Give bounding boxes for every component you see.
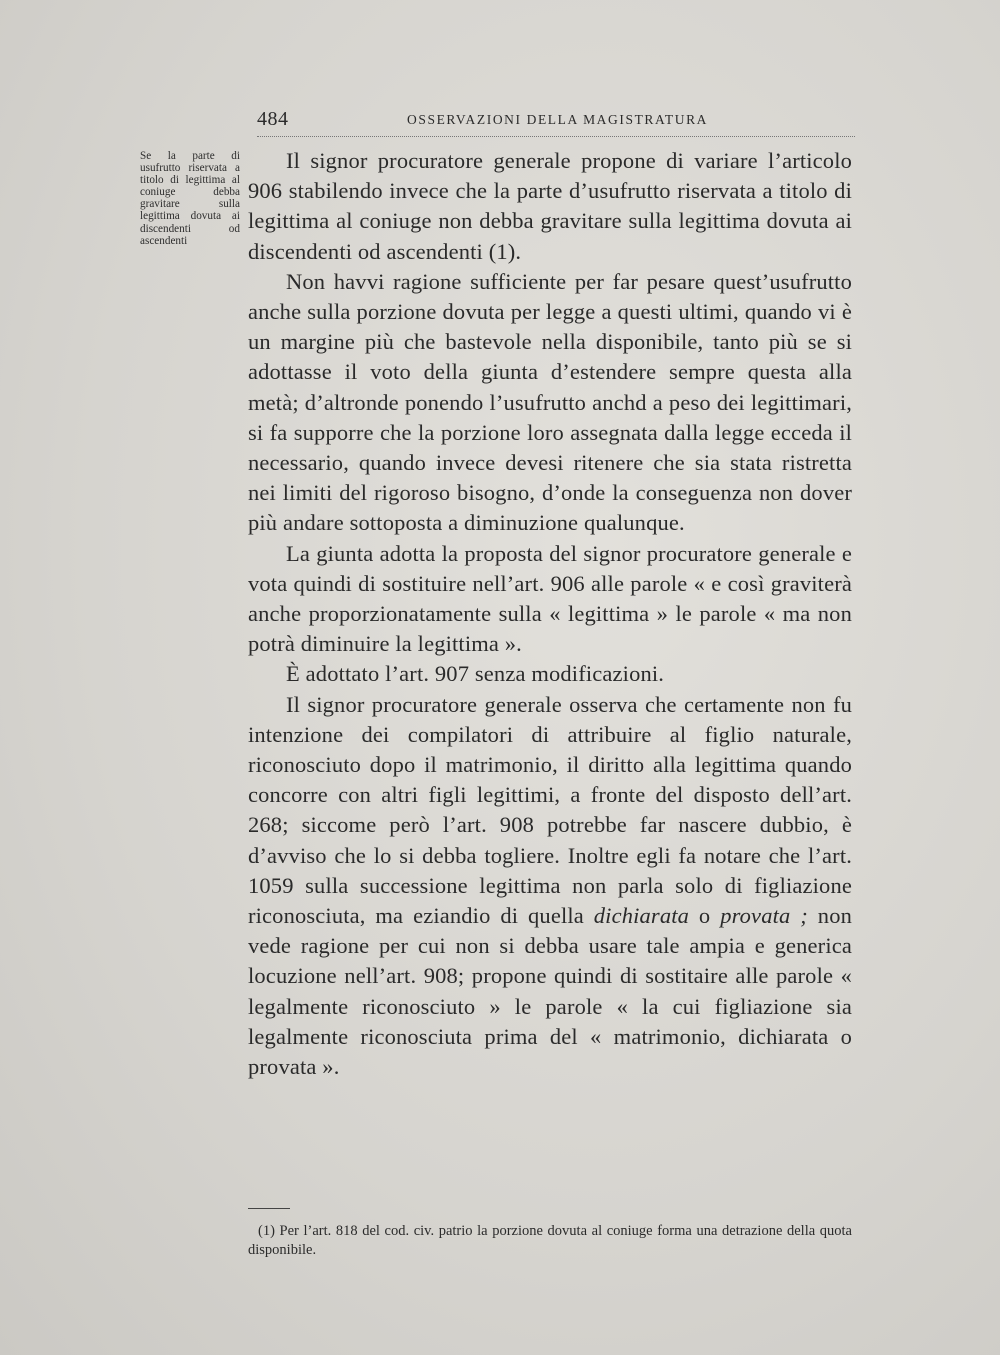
- paragraph-4: È adottato l’art. 907 senza modificazioni.: [286, 661, 665, 687]
- italic-provata: provata ;: [720, 903, 808, 929]
- paragraph-5: [248, 690, 852, 1083]
- footnote: (1) Per l’art. 818 del cod. civ. patrio la porzione dovuta al coniuge forma una detrazione della quota disponibile.: [248, 1223, 852, 1258]
- page-header: [257, 108, 855, 137]
- paragraph-3: La giunta adotta la proposta del signor procuratore generale e vota quindi di sostituire nell’art. 906 alle parole « e così graviterà anche proporzionatamente sulla « legittima » le parole « ma non potrà diminuire la legittima ».: [248, 540, 852, 657]
- footnote-divider: [248, 1208, 290, 1209]
- paragraph-5-text-b: o: [698, 903, 711, 929]
- page-number: 484: [257, 108, 289, 130]
- paragraph-2: Non havvi ragione sufficiente per far pesare quest’usufrutto anche sulla porzione dovuta per legge a questi ultimi, quando vi è un margine più che bastevole nella disponibile, tanto più se si adottasse il voto della giunta d’estendere sempre questa alla metà; d’altronde ponendo l’usufrutto anchd a peso dei legittimari, si fa supporre che la porzione loro assegnata dalla legge ecceda il necessario, quando invece devesi ritenere che sia stata ristretta nei limiti del rigoroso bisogno, d’onde la conseguenza non dover più andare sottoposta a diminuzione qualunque.: [248, 268, 852, 536]
- paragraph-5-text-a: Il signor procuratore generale osserva che certamente non fu intenzione dei compilatori di attribuire al figlio naturale, riconosciuto dopo il matrimonio, il diritto alla legittima quando concorre con altri figli legittimi, a fronte del disposto dell’art. 268; siccome però l’art. 908 potrebbe far nascere dubbio, è d’avviso che lo si debba togliere. Inoltre egli fa notare che l’art. 1059 sulla successione legittima non parla solo di figliazione riconosciuta, ma eziandio di quella: [248, 691, 852, 929]
- paragraph-1: Il signor procuratore generale propone di variare l’articolo 906 stabilendo invece che la parte d’usufrutto riservata a titolo di legittima al coniuge non debba gravitare sulla legittima dovuta ai discendenti od ascendenti (1).: [248, 148, 852, 264]
- margin-note: Se la parte di usufrutto riservata a titolo di legittima al coniuge debba gravitare sulla legittima dovuta ai discendenti od ascendenti: [140, 150, 240, 247]
- paragraph-5-text-c: non vede ragione per cui non si debba usare tale ampia e generica locuzione nell’art. 908; propone quindi di sostitaire alle parole « legalmente riconosciuto » le parole « la cui figliazione sia legalmente riconosciuta prima del « matrimonio, dichiarata o provata ».: [248, 903, 852, 1080]
- body-text: [248, 146, 852, 1082]
- running-head: OSSERVAZIONI DELLA MAGISTRATURA: [407, 112, 709, 127]
- italic-dichiarata: dichiarata: [593, 903, 690, 929]
